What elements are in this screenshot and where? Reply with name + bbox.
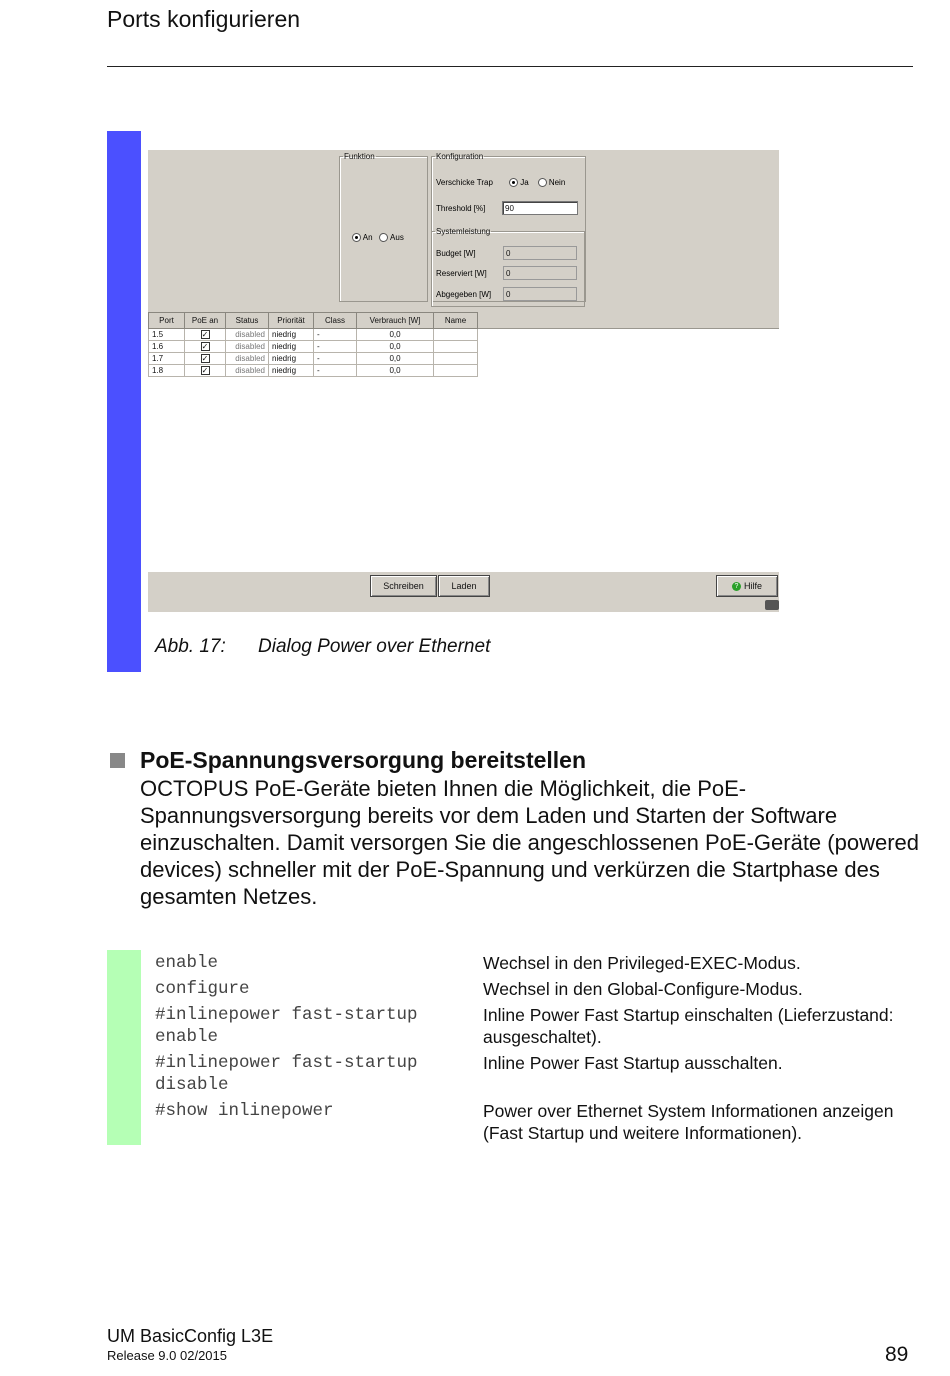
caption-label: Abb. 17: <box>155 636 226 657</box>
page-header-title: Ports konfigurieren <box>107 6 301 32</box>
laden-button[interactable]: Laden <box>438 575 490 597</box>
cell-name <box>434 365 478 377</box>
cell-name <box>434 341 478 353</box>
cell-name <box>434 353 478 365</box>
hilfe-label: Hilfe <box>743 581 762 591</box>
command-configure: configure <box>155 979 250 999</box>
command-fast-startup-disable-desc: Inline Power Fast Startup ausschalten. <box>483 1053 783 1073</box>
cell-port: 1.8 <box>149 365 185 377</box>
cell-class: - <box>314 329 357 341</box>
schreiben-button[interactable]: Schreiben <box>370 575 437 597</box>
cell-status: disabled <box>226 365 269 377</box>
radio-an[interactable] <box>352 233 361 242</box>
funktion-options <box>352 233 404 243</box>
cell-prio: niedrig <box>269 341 314 353</box>
radio-trap-nein-label: Nein <box>548 178 566 187</box>
radio-trap-ja[interactable] <box>509 178 518 187</box>
caption-text: Dialog Power over Ethernet <box>258 636 491 657</box>
help-icon: ? <box>732 582 741 591</box>
cell-prio: niedrig <box>269 353 314 365</box>
section-heading: PoE-Spannungsversorgung bereitstellen <box>140 747 587 773</box>
poe-checkbox[interactable]: ✓ <box>201 353 209 363</box>
command-show-inlinepower: #show inlinepower <box>155 1101 334 1121</box>
cell-verbrauch: 0,0 <box>357 341 434 353</box>
radio-trap-ja-label: Ja <box>520 178 529 187</box>
reserviert-field: 0 <box>503 266 577 280</box>
radio-an-label: An <box>362 233 373 242</box>
table-row[interactable] <box>149 365 478 377</box>
trap-options <box>509 178 565 188</box>
table-row[interactable] <box>149 329 478 341</box>
cell-prio: niedrig <box>269 365 314 377</box>
table-row[interactable] <box>149 353 478 365</box>
footer-title: UM BasicConfig L3E <box>107 1326 274 1346</box>
col-verbrauch[interactable]: Verbrauch [W] <box>357 313 434 329</box>
cell-class: - <box>314 353 357 365</box>
col-port[interactable]: Port <box>149 313 185 329</box>
konfiguration-legend: Konfiguration <box>436 152 484 161</box>
funktion-group <box>339 152 428 302</box>
threshold-label: Threshold [%] <box>436 204 486 213</box>
cell-status: disabled <box>226 329 269 341</box>
cell-status: disabled <box>226 341 269 353</box>
figure-side-bar <box>107 131 141 672</box>
poe-dialog <box>148 150 779 612</box>
cell-name <box>434 329 478 341</box>
table-header-row <box>149 313 478 329</box>
funktion-legend: Funktion <box>344 152 375 161</box>
threshold-input[interactable]: 90 <box>502 201 578 215</box>
cell-class: - <box>314 365 357 377</box>
command-enable: enable <box>155 953 219 973</box>
connection-status-icon <box>765 600 779 610</box>
footer-release: Release 9.0 02/2015 <box>107 1348 227 1363</box>
port-table <box>148 312 478 377</box>
command-fast-startup-enable-desc: Inline Power Fast Startup einschalten (Lieferzustand: ausgeschaltet). <box>483 1005 894 1047</box>
cell-port: 1.5 <box>149 329 185 341</box>
budget-field: 0 <box>503 246 577 260</box>
abgegeben-field: 0 <box>503 287 577 301</box>
cell-verbrauch: 0,0 <box>357 329 434 341</box>
table-row[interactable] <box>149 341 478 353</box>
button-bar <box>148 572 779 612</box>
radio-aus-label: Aus <box>390 233 404 242</box>
cell-class: - <box>314 341 357 353</box>
cell-verbrauch: 0,0 <box>357 365 434 377</box>
poe-checkbox[interactable]: ✓ <box>201 329 209 339</box>
command-configure-desc: Wechsel in den Global-Configure-Modus. <box>483 979 803 999</box>
command-fast-startup-disable: #inlinepower fast-startup disable <box>155 1053 418 1095</box>
command-side-bar <box>107 950 141 1145</box>
abgegeben-label: Abgegeben [W] <box>436 290 492 299</box>
trap-label: Verschicke Trap <box>436 178 493 187</box>
command-enable-desc: Wechsel in den Privileged-EXEC-Modus. <box>483 953 801 973</box>
systemleistung-legend: Systemleistung <box>436 227 491 236</box>
section-bullet-icon <box>110 753 125 768</box>
poe-checkbox[interactable]: ✓ <box>201 341 209 351</box>
cell-prio: niedrig <box>269 329 314 341</box>
cell-port: 1.7 <box>149 353 185 365</box>
col-status[interactable]: Status <box>226 313 269 329</box>
radio-trap-nein[interactable] <box>538 178 547 187</box>
cell-status: disabled <box>226 353 269 365</box>
command-show-inlinepower-desc: Power over Ethernet System Informationen anzeigen (Fast Startup und weitere Informationen). <box>483 1101 894 1143</box>
radio-aus[interactable] <box>379 233 388 242</box>
poe-checkbox[interactable]: ✓ <box>201 365 209 375</box>
section-paragraph: OCTOPUS PoE-Geräte bieten Ihnen die Möglichkeit, die PoE-Spannungsversorgung bereits vor dem Laden und Starten der Software einzuschalten. Damit versorgen Sie die angeschlossenen PoE-Geräte (powered devices) schneller mit der PoE-Spannung und verkürzen die Startphase des gesamten Netzes. <box>140 776 919 909</box>
col-name[interactable]: Name <box>434 313 478 329</box>
col-poe-an[interactable]: PoE an <box>185 313 226 329</box>
command-fast-startup-enable: #inlinepower fast-startup enable <box>155 1005 418 1047</box>
hilfe-button[interactable] <box>716 575 778 597</box>
budget-label: Budget [W] <box>436 249 476 258</box>
konfiguration-group <box>431 152 586 302</box>
col-class[interactable]: Class <box>314 313 357 329</box>
figure-caption <box>155 636 490 658</box>
page-number: 89 <box>885 1343 909 1366</box>
header-rule <box>107 66 913 67</box>
col-prioritaet[interactable]: Priorität <box>269 313 314 329</box>
cell-port: 1.6 <box>149 341 185 353</box>
systemleistung-group <box>431 227 585 307</box>
reserviert-label: Reserviert [W] <box>436 269 487 278</box>
cell-verbrauch: 0,0 <box>357 353 434 365</box>
